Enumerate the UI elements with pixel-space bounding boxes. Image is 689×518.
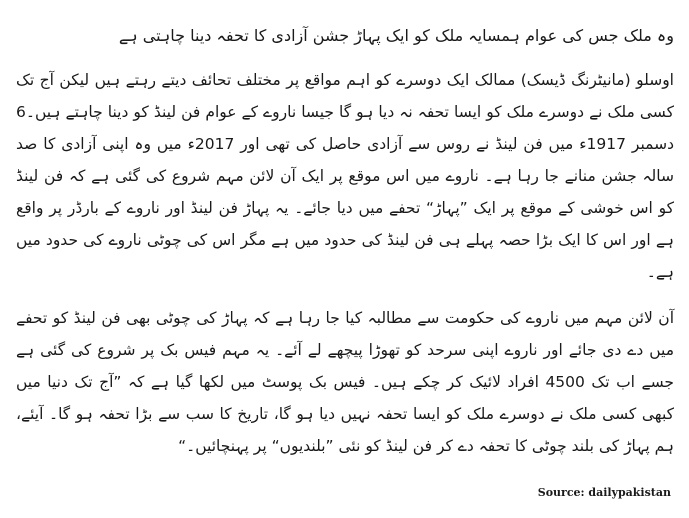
source-credit: Source: dailypakistan (537, 486, 671, 499)
article-headline: وہ ملک جس کی عوام ہمسایہ ملک کو ایک پہاڑ جشن آزادی کا تحفہ دینا چاہتی ہے (118, 26, 674, 45)
article-paragraph-2: آن لائن مہم میں ناروے کی حکومت سے مطالبہ کیا جا رہا ہے کہ پہاڑ کی چوٹی بھی فن لینڈ کو تحفے میں دے دی جائے اور ناروے اپنی سرحد کو تھوڑا پیچھے لے آئے۔ یہ مہم فیس بک پر شروع کی گئی ہے جسے اب تک 4500 افراد لائیک کر چکے ہیں۔ فیس بک پوسٹ میں لکھا گیا ہے کہ ”آج تک دنیا میں کبھی کسی ملک نے دوسرے ملک کو ایسا تحفہ نہیں دیا ہو گا، تاریخ کا سب سے بڑا تحفہ ہو گا۔ آیئے، ہم پہاڑ کی بلند چوٹی کا تحفہ دے کر فن لینڈ کو نئی ”بلندیوں“ پر پہنچائیں۔“ (16, 309, 674, 455)
article-paragraph-1: اوسلو (مانیٹرنگ ڈیسک) ممالک ایک دوسرے کو اہم مواقع پر مختلف تحائف دیتے رہتے ہیں لیکن آج تک کسی ملک نے دوسرے ملک کو ایسا تحفہ نہ دیا ہو گا جیسا ناروے کے عوام فن لینڈ کو دینا چاہتے ہیں۔6 دسمبر 1917ء میں فن لینڈ نے روس سے آزادی حاصل کی تھی اور 2017ء میں وہ اپنی آزادی کا صد سالہ جشن منانے جا رہا ہے۔ ناروے میں اس موقع پر ایک آن لائن مہم شروع کی گئی ہے کہ فن لینڈ کو اس خوشی کے موقع پر ایک ”پہاڑ“ تحفے میں دیا جائے۔ یہ پہاڑ فن لینڈ اور ناروے کے بارڈر پر واقع ہے اور اس کا ایک بڑا حصہ پہلے ہی فن لینڈ کی حدود میں ہے مگر اس کی چوٹی ناروے کی حدود میں ہے۔ (16, 71, 674, 281)
article (16, 26, 674, 476)
